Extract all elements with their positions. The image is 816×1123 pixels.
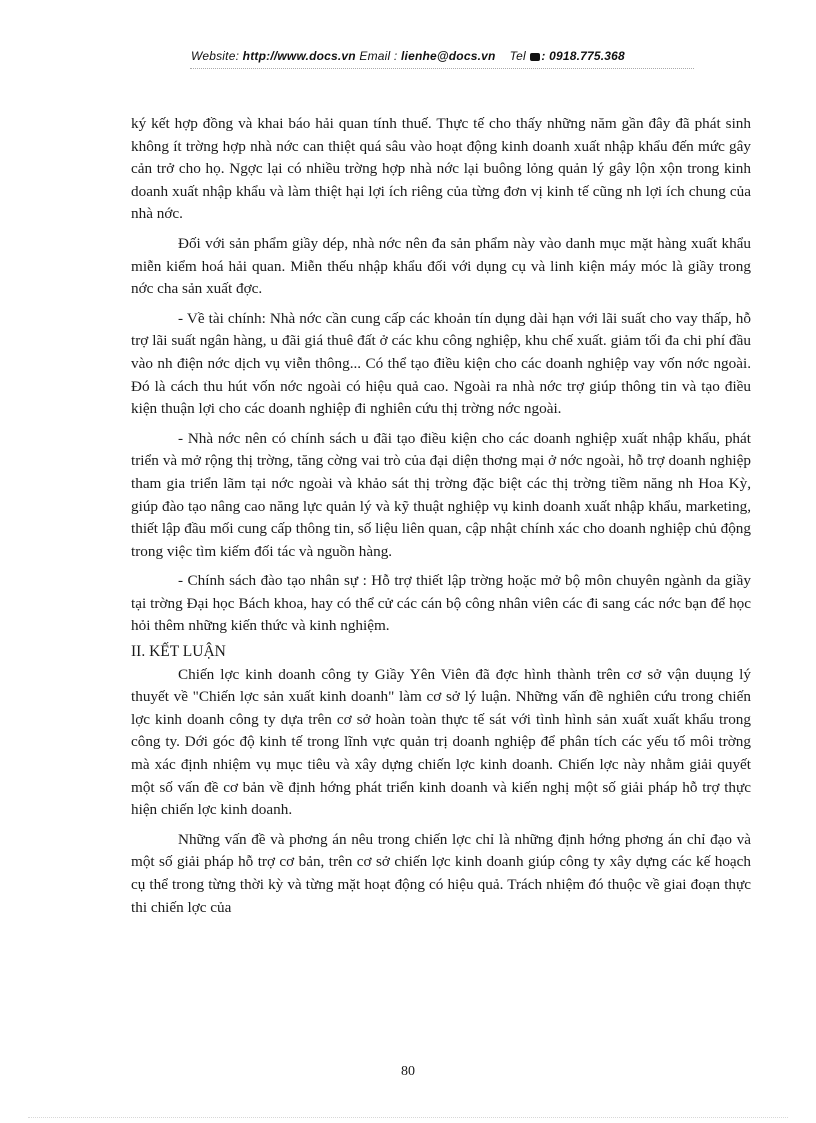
paragraph: - Về tài chính: Nhà nớc cần cung cấp các khoản tín dụng dài hạn với lãi suất cho vay thấp, hỗ trợ lãi suất ngân hàng, u đãi giá thuê đất ở các khu công nghiệp, khu chế xuất. giảm tối đa chi phí đầu vào nh điện nớc dịch vụ viễn thông... Có thể tạo điều kiện cho các doanh nghiệp vay vốn nớc ngoài. Đó là cách thu hút vốn nớc ngoài có hiệu quả cao. Ngoài ra nhà nớc trợ giúp thông tin và tạo điều kiện thuận lợi cho các doanh nghiệp đi nghiên cứu thị trờng nớc ngoài. [131, 309, 751, 418]
tel-label: Tel [509, 49, 526, 63]
phone-icon [530, 53, 540, 61]
document-body [131, 113, 751, 919]
paragraph: Chiến lợc kinh doanh công ty Giầy Yên Viên đã đợc hình thành trên cơ sở vận duụng lý thuyết về "Chiến lợc sản xuất kinh doanh" làm cơ sở lý luận. Những vấn đề nghiên cứu trong chiến lợc kinh doanh công ty dựa trên cơ sở hoàn toàn thực tế sát với tình hình sản xuất xuất khẩu trong công ty. Dới góc độ kinh tế trong lĩnh vực quản trị doanh nghiệp để phân tích các yếu tố môi trờng mà xác định nhiệm vụ mục tiêu và xây dựng chiến lợc kinh doanh. Chiến lợc này nhằm giải quyết một số vấn đề cơ bản về định hớng phát triển kinh doanh và kiến nghị một số giải pháp hỗ trợ thực hiện chiến lợc kinh doanh. [131, 665, 751, 819]
page-number: 80 [401, 1064, 415, 1079]
paragraph: - Chính sách đào tạo nhân sự : Hỗ trợ thiết lập trờng hoặc mở bộ môn chuyên ngành da giầy tại trờng Đại học Bách khoa, hay có thể cử các cán bộ công nhân viên các đi sang các nớc bạn để học hỏi thêm những kiến thức và kinh nghiệm. [131, 572, 751, 635]
paragraph: ký kết hợp đồng và khai báo hải quan tính thuế. Thực tế cho thấy những năm gần đây đã phát sinh không ít trờng hợp nhà nớc can thiệt quá sâu vào hoạt động kinh doanh xuất nhập khẩu đến mức gây cản trở cho họ. Ngợc lại có nhiều trờng hợp nhà nớc lại buông lỏng quản lý gây lộn xộn trong kinh doanh xuất nhập khẩu và làm thiệt hại lợi ích riêng của từng đơn vị kinh tế cũng nh lợi ích chung của nhà nớc. [131, 115, 751, 223]
paragraph: Những vấn đề và phơng án nêu trong chiến lợc chỉ là những định hớng phơng án chỉ đạo và một số giải pháp hỗ trợ cơ bản, trên cơ sở chiến lợc kinh doanh giúp công ty xây dựng các kế hoạch cụ thể trong từng thời kỳ và từng mặt hoạt động có hiệu quả. Trách nhiệm đó thuộc về giai đoạn thực thi chiến lợc của [131, 830, 751, 916]
website-label: Website: [191, 49, 240, 63]
email-label: Email : [359, 49, 398, 63]
page-header [0, 49, 816, 63]
header-divider [190, 68, 694, 69]
paragraph: - Nhà nớc nên có chính sách u đãi tạo điều kiện cho các doanh nghiệp xuất nhập khẩu, phát triển và mở rộng thị trờng, tăng cờng vai trò của đại diện thơng mại ở nớc ngoài, hỗ trợ doanh nghiệp tham gia triển lãm tại nớc ngoài và khảo sát thị trờng đặc biệt các thị trờng tiềm năng nh Hoa Kỳ, giúp đào tạo nâng cao năng lực quản lý và kỹ thuật nghiệp vụ kinh doanh xuất nhập khẩu, marketing, thiết lập đầu mối cung cấp thông tin, số liệu liên quan, cập nhật chính xác cho doanh nghiệp chủ động trong việc tìm kiếm đối tác và nguồn hàng. [131, 429, 751, 560]
section-heading: II. KẾT LUẬN [131, 643, 226, 661]
paragraph: Đối với sản phẩm giầy dép, nhà nớc nên đa sản phẩm này vào danh mục mặt hàng xuất khẩu miễn kiểm hoá hải quan. Miễn thếu nhập khẩu đối với dụng cụ và linh kiện máy móc là giầy trong nớc cha sản xuất đợc. [131, 234, 751, 298]
footer-divider [28, 1117, 788, 1118]
website-url[interactable]: http://www.docs.vn [242, 49, 356, 63]
email-value[interactable]: lienhe@docs.vn [401, 49, 496, 63]
tel-value: : 0918.775.368 [541, 49, 625, 63]
